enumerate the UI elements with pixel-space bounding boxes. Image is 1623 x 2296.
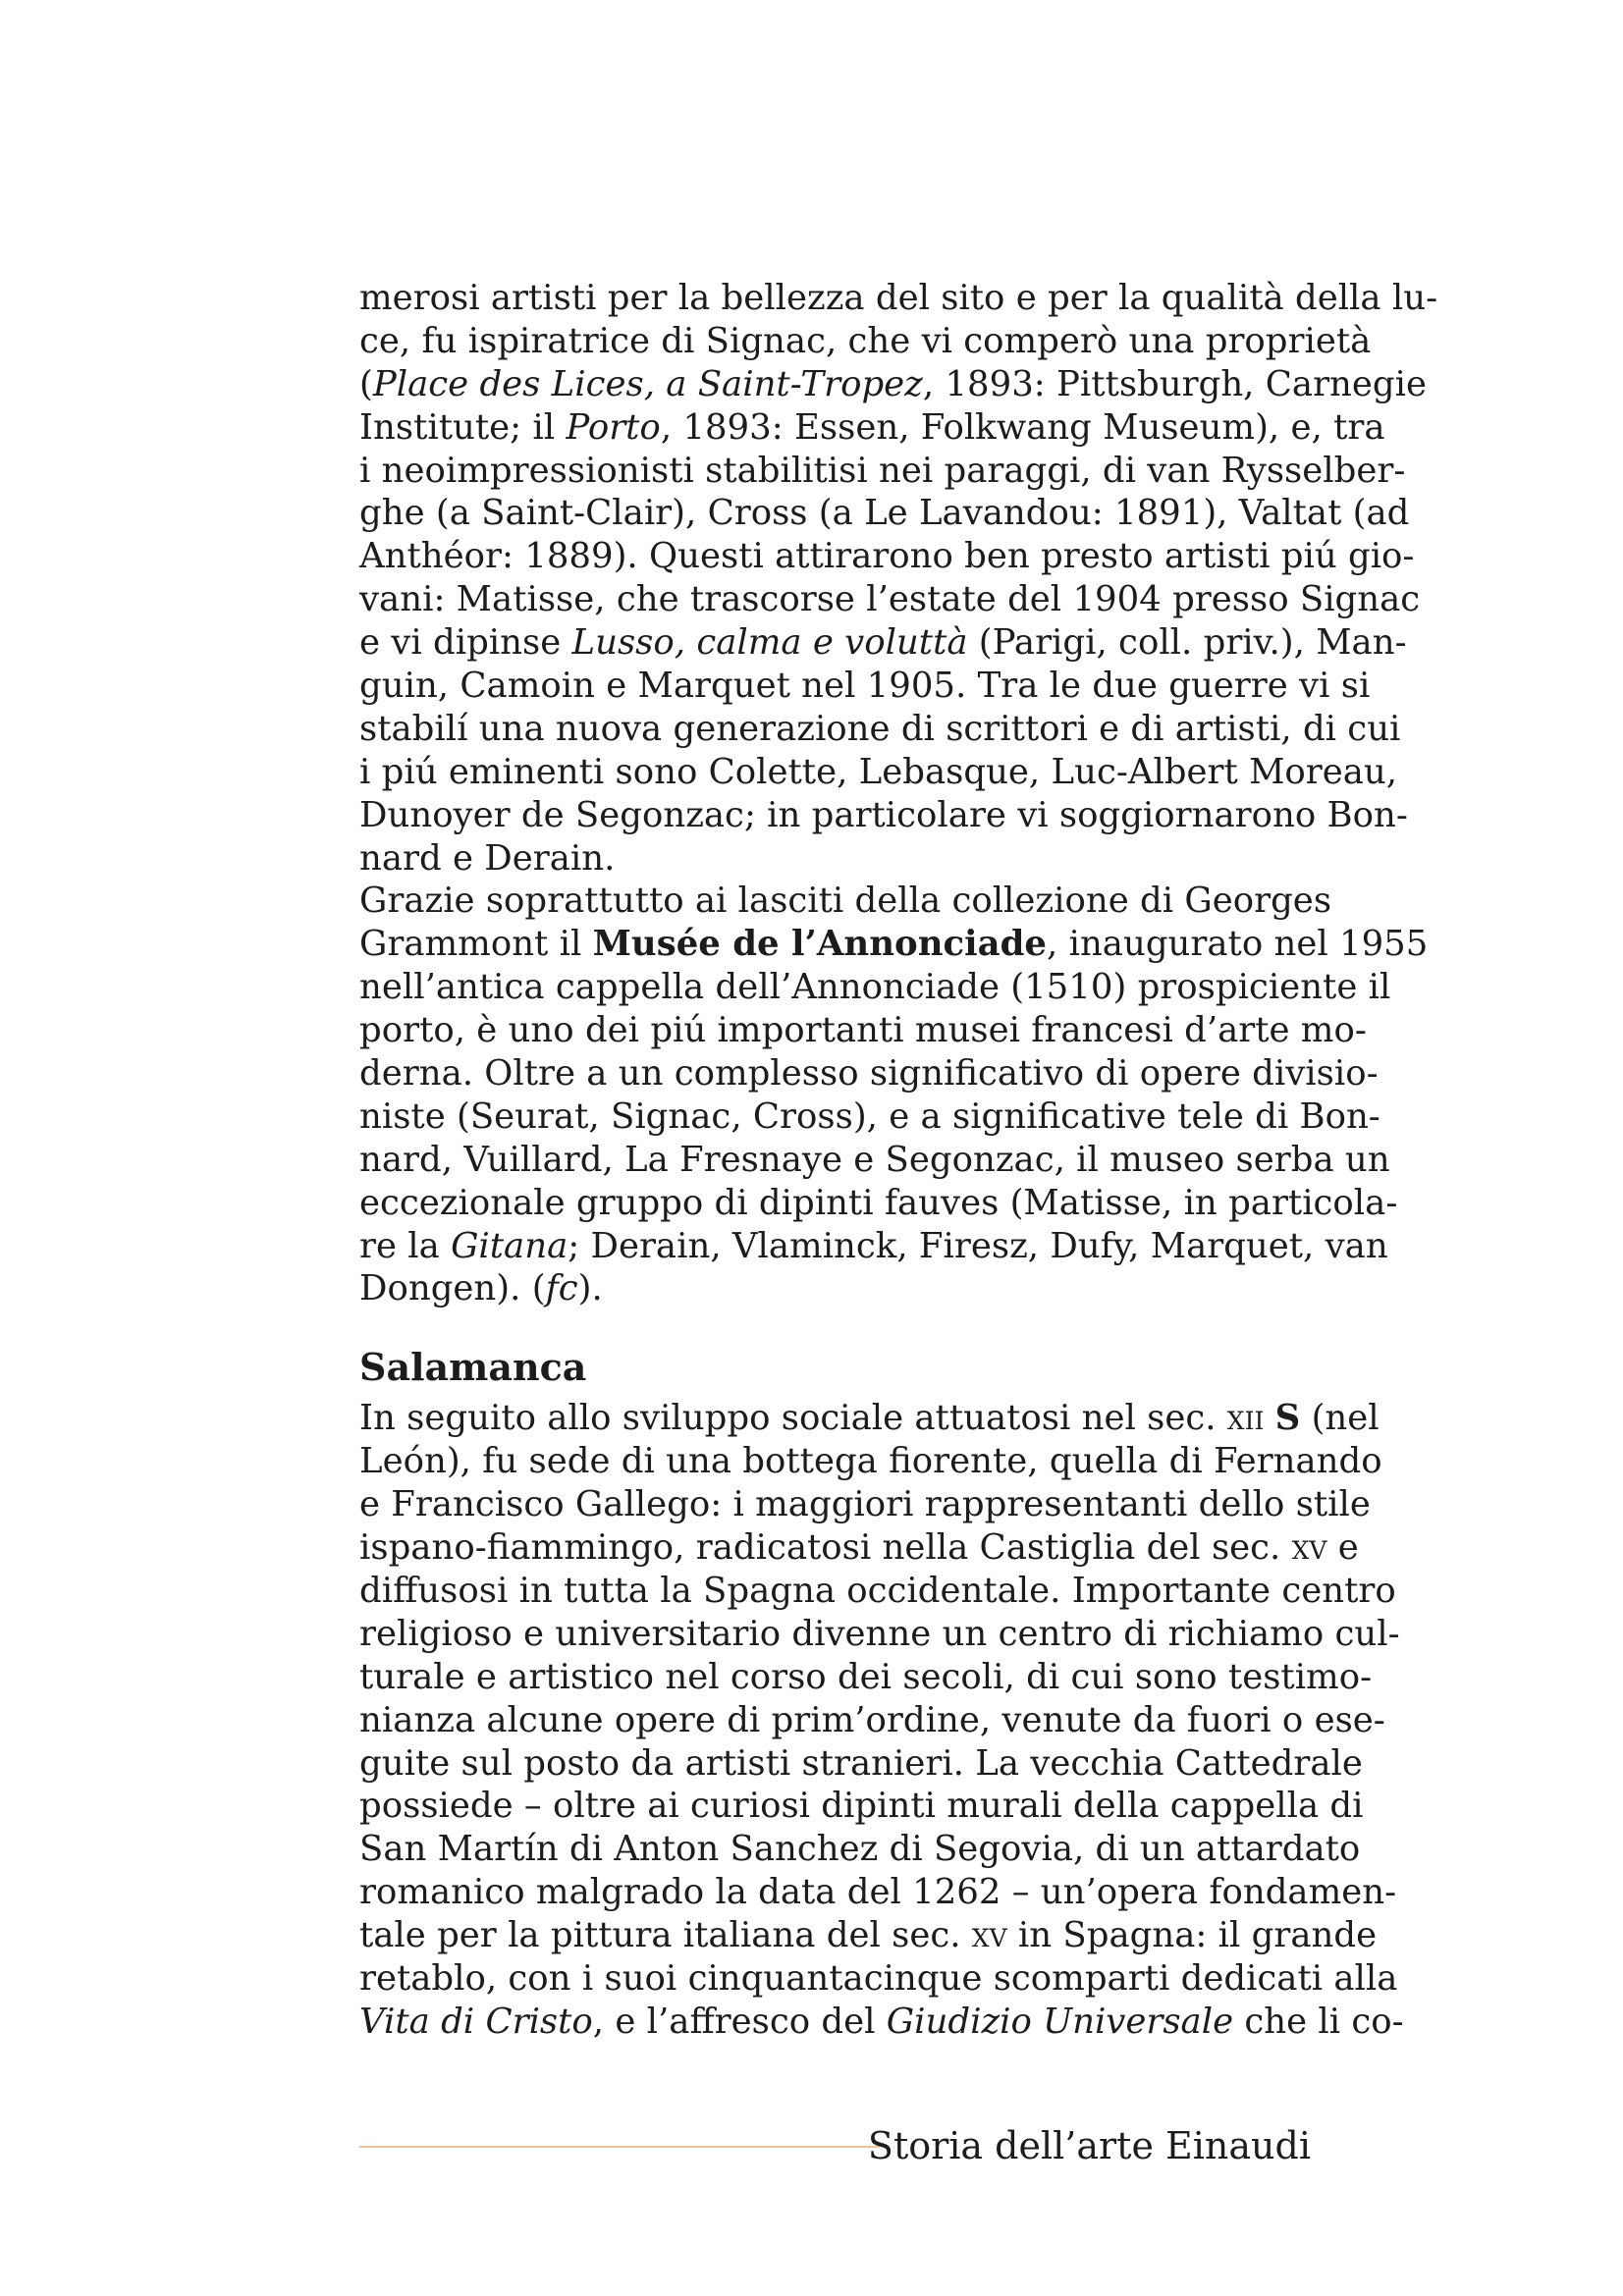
text-line (359, 450, 1406, 493)
text-run: ( (359, 363, 373, 404)
text-run: Dongen). ( (359, 1268, 546, 1309)
text-line (359, 923, 1429, 966)
text-run: e Francisco Gallego: i maggiori rappresentanti dello stile (359, 1484, 1371, 1525)
text-line (359, 1570, 1396, 1613)
footer-title: Storia dell’arte Einaudi (867, 2124, 1311, 2167)
text-run: e (1326, 1527, 1359, 1569)
text-run: Vita di Cristo (359, 2001, 593, 2042)
text-line (359, 277, 1438, 320)
text-line (359, 751, 1398, 794)
text-run: tale per la pittura italiana del sec. (359, 1915, 972, 1956)
text-line (359, 363, 1428, 406)
text-run: (Parigi, coll. priv.), Man- (967, 622, 1407, 664)
text-run: e vi dipinse (359, 622, 572, 664)
text-run: S (1274, 1398, 1301, 1439)
text-run: Grammont il (359, 924, 593, 965)
text-run: possiede – oltre ai curiosi dipinti murali della cappella di (359, 1786, 1364, 1827)
text-run: xv (1291, 1527, 1327, 1569)
text-run: , 1893: Pittsburgh, Carnegie (922, 363, 1428, 404)
text-line (359, 1914, 1378, 1957)
text-line (359, 492, 1410, 535)
text-run: diffusosi in tutta la Spagna occidentale. Importante centro (359, 1570, 1396, 1611)
text-run: , inaugurato nel 1955 (1047, 924, 1429, 965)
text-line (359, 320, 1372, 363)
text-line (359, 837, 1312, 881)
text-run: nell’antica cappella dell’Annonciade (1510) prospiciente il (359, 967, 1391, 1008)
text-line (359, 1871, 1397, 1914)
text-run: ce, fu ispiratrice di Signac, che vi comperò una proprietà (359, 320, 1372, 361)
text-run: nianza alcune opere di prim’ordine, venute da fuori o ese- (359, 1699, 1385, 1740)
text-run: León), fu sede di una bottega fiorente, quella di Fernando (359, 1441, 1382, 1482)
text-run: Giudizio Universale (886, 2001, 1234, 2042)
text-run: retablo, con i suoi cinquantacinque scomparti dedicati alla (359, 1957, 1398, 1999)
text-run: turale e artistico nel corso dei secoli, di cui sono testimo- (359, 1656, 1373, 1697)
text-run: Gitana (451, 1225, 568, 1266)
text-run: che li co- (1233, 2001, 1404, 2042)
text-run: ; Derain, Vlaminck, Firesz, Dufy, Marquet, van (568, 1225, 1388, 1266)
text-line (359, 578, 1421, 621)
text-run: Place des Lices, a Saint-Tropez (372, 363, 923, 404)
text-run: guin, Camoin e Marquet nel 1905. Tra le due guerre vi si (359, 666, 1371, 707)
text-line (359, 794, 1408, 837)
text-line (359, 1526, 1359, 1570)
text-line (359, 665, 1371, 708)
footer-divider (359, 2146, 880, 2148)
text-run: Institute; il (359, 406, 567, 448)
text-run: nard, Vuillard, La Fresnaye e Segonzac, il museo serba un (359, 1139, 1390, 1180)
text-line (359, 1267, 1312, 1310)
section-heading: Salamanca (359, 1345, 587, 1390)
text-run: i piú eminenti sono Colette, Lebasque, Luc-Albert Moreau, (359, 751, 1398, 792)
text-run: in Spagna: il grande (1006, 1915, 1378, 1956)
text-run: Porto (566, 406, 661, 448)
text-run: ispano-fiammingo, radicatosi nella Castiglia del sec. (359, 1527, 1292, 1569)
text-line (359, 1656, 1373, 1699)
text-run: niste (Seurat, Signac, Cross), e a significative tele di Bon- (359, 1095, 1380, 1137)
text-run: Dunoyer de Segonzac; in particolare vi soggiornarono Bon- (359, 794, 1408, 835)
text-line (359, 1957, 1398, 2001)
text-line (359, 1052, 1379, 1095)
text-run: religioso e universitario divenne un centro di richiamo cul- (359, 1613, 1400, 1654)
text-line (359, 2001, 1404, 2044)
text-line (359, 1440, 1382, 1483)
text-line (359, 1397, 1380, 1440)
text-run: romanico malgrado la data del 1262 – un’opera fondamen- (359, 1872, 1397, 1913)
text-run: porto, è uno dei piú importanti musei francesi d’arte mo- (359, 1010, 1367, 1051)
text-run: Grazie soprattutto ai lasciti della collezione di Georges (359, 881, 1332, 922)
text-run: derna. Oltre a un complesso significativo di opere divisio- (359, 1053, 1379, 1095)
text-line (359, 1613, 1400, 1656)
text-run: fc (545, 1268, 578, 1309)
text-run: stabilí una nuova generazione di scrittori e di artisti, di cui (359, 708, 1401, 749)
text-run: guite sul posto da artisti stranieri. La vecchia Cattedrale (359, 1742, 1363, 1784)
text-run: (nel (1300, 1398, 1380, 1439)
text-run: i neoimpressionisti stabilitisi nei paraggi, di van Rysselber- (359, 450, 1406, 491)
text-line (359, 1139, 1390, 1182)
text-run: re la (359, 1225, 452, 1266)
text-line (359, 1095, 1380, 1139)
text-run: nard e Derain. (359, 837, 616, 879)
text-line (359, 1009, 1367, 1052)
text-line (359, 1828, 1361, 1871)
text-run: San Martín di Anton Sanchez di Segovia, di un attardato (359, 1829, 1361, 1870)
text-line (359, 966, 1391, 1009)
text-line (359, 708, 1401, 751)
text-run: , e l’affresco del (592, 2001, 887, 2042)
text-run: merosi artisti per la bellezza del sito e per la qualità della lu- (359, 278, 1438, 318)
text-line (359, 621, 1407, 665)
text-run (1264, 1398, 1274, 1438)
text-run: ). (577, 1268, 603, 1309)
text-run: , 1893: Essen, Folkwang Museum), e, tra (660, 406, 1385, 448)
text-run: Musée de l’Annonciade (592, 924, 1048, 965)
text-run: ghe (a Saint-Clair), Cross (a Le Lavandou: 1891), Valtat (ad (359, 493, 1410, 534)
text-run: vani: Matisse, che trascorse l’estate del 1904 presso Signac (359, 579, 1421, 620)
text-line (359, 880, 1332, 923)
text-line (359, 1483, 1371, 1526)
text-run: xv (971, 1915, 1007, 1956)
text-line (359, 1742, 1363, 1786)
text-run: Anthéor: 1889). Questi attirarono ben presto artisti piú gio- (359, 536, 1415, 577)
article-text (359, 277, 1438, 2044)
text-line (359, 1182, 1398, 1225)
text-run: eccezionale gruppo di dipinti fauves (Matisse, in particola- (359, 1182, 1398, 1223)
text-run: In seguito allo sviluppo sociale attuatosi nel sec. (359, 1398, 1227, 1439)
text-run: Lusso, calma e voluttà (571, 622, 968, 664)
text-line (359, 406, 1385, 450)
text-line (359, 1785, 1364, 1828)
text-run: xii (1226, 1398, 1265, 1439)
text-line (359, 1225, 1388, 1268)
text-line (359, 535, 1415, 578)
text-line (359, 1699, 1385, 1742)
